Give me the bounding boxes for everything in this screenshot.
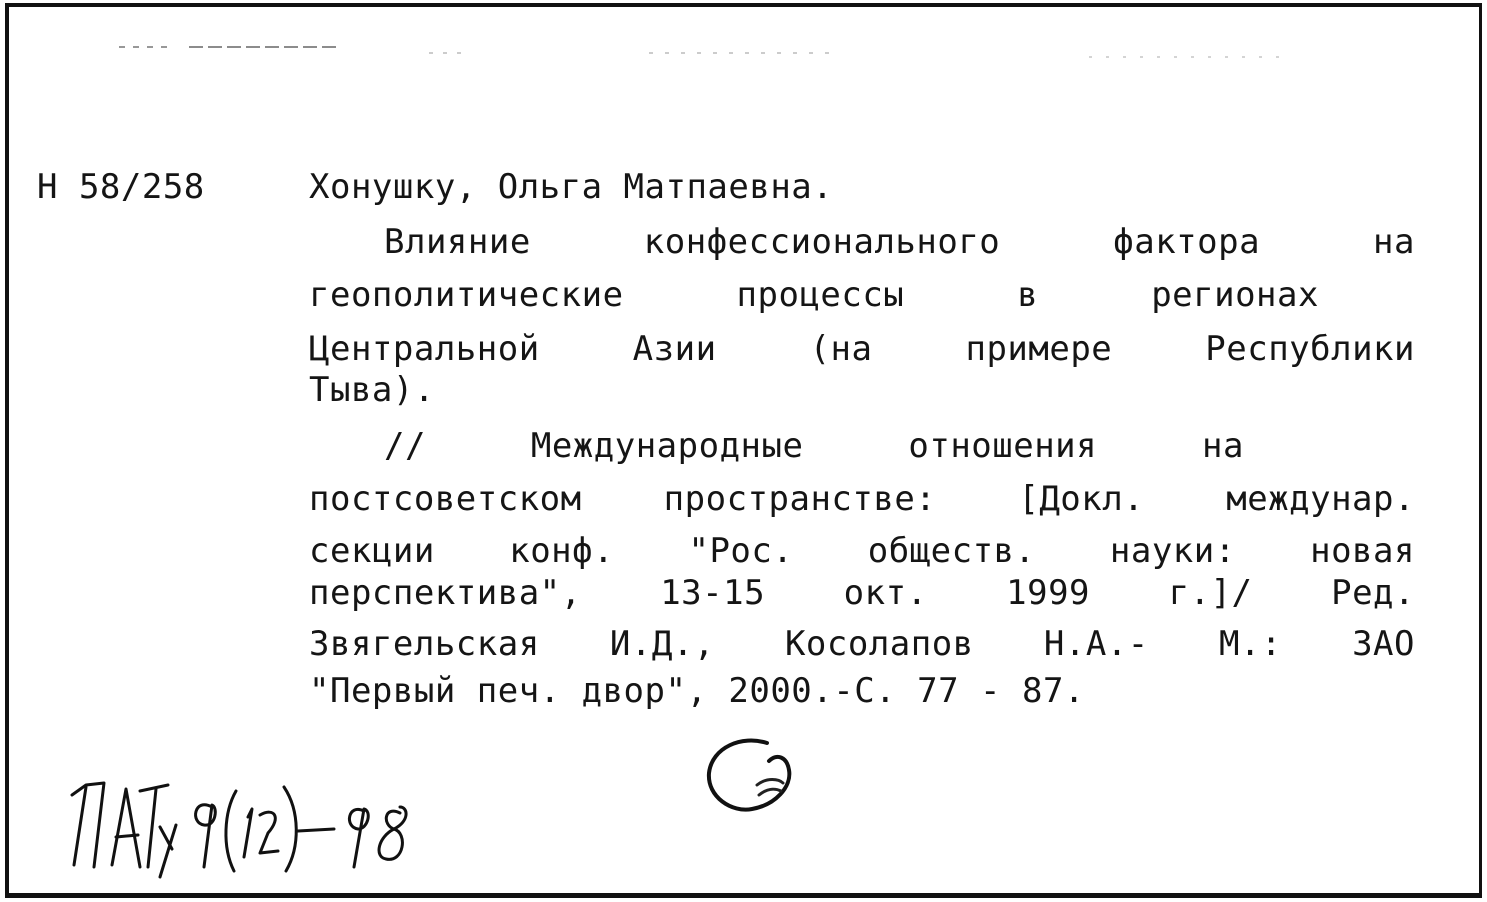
- source-word: [Докл.: [1018, 479, 1145, 519]
- author-line: Хонушку, Ольга Матпаевна.: [309, 167, 834, 207]
- title-word: процессы: [736, 275, 905, 315]
- source-word: науки:: [1109, 531, 1236, 571]
- source-word: перспектива",: [309, 573, 582, 613]
- source-word: И.Д.,: [609, 624, 715, 664]
- source-word: постсоветском: [309, 479, 582, 519]
- title-word: (на: [809, 329, 873, 369]
- source-word: Ред.: [1331, 573, 1415, 613]
- source-word: Н.А.-: [1043, 624, 1149, 664]
- title-word: на: [1373, 222, 1415, 262]
- catalog-card: [5, 3, 1482, 898]
- source-word: г.]/: [1168, 573, 1253, 613]
- source-word: Звягельская: [309, 624, 540, 664]
- source-line: [309, 573, 1415, 613]
- title-word: Азии: [632, 329, 717, 369]
- source-word: "Рос.: [688, 531, 794, 571]
- source-word: обществ.: [867, 531, 1036, 571]
- source-line: "Первый печ. двор", 2000.-С. 77 - 87.: [309, 671, 1085, 711]
- handwritten-note: [64, 767, 504, 887]
- source-word: Косолапов: [784, 624, 974, 664]
- title-word: фактора: [1113, 222, 1261, 262]
- source-word: //: [384, 426, 426, 466]
- source-line: [384, 426, 1244, 466]
- source-line: [309, 624, 1415, 664]
- title-word: регионах: [1151, 275, 1319, 315]
- source-line: [309, 479, 1415, 519]
- title-word: конфессионального: [643, 222, 1001, 262]
- title-line: [309, 275, 1319, 315]
- source-line: [309, 531, 1415, 571]
- title-word: Влияние: [384, 222, 531, 262]
- library-stamp: [697, 725, 807, 825]
- title-word: в: [1017, 275, 1039, 315]
- source-word: на: [1202, 426, 1244, 466]
- shelf-mark: Н 58/258: [37, 167, 205, 207]
- title-word: Центральной: [309, 329, 540, 369]
- source-word: ЗАО: [1352, 624, 1415, 664]
- title-word: Республики: [1205, 329, 1415, 369]
- source-word: отношения: [908, 426, 1098, 466]
- source-word: пространстве:: [663, 479, 937, 519]
- source-word: 1999: [1006, 573, 1091, 613]
- source-word: окт.: [843, 573, 928, 613]
- title-word: примере: [965, 329, 1113, 369]
- source-word: новая: [1310, 531, 1415, 571]
- source-word: Международные: [530, 426, 804, 466]
- title-line: [309, 329, 1415, 369]
- source-word: 13-15: [660, 573, 766, 613]
- source-word: секции: [309, 531, 435, 571]
- title-word: геополитические: [309, 275, 624, 315]
- source-word: междунар.: [1226, 479, 1415, 519]
- source-word: конф.: [509, 531, 615, 571]
- title-line: Тыва).: [309, 370, 435, 410]
- source-word: М.:: [1218, 624, 1282, 664]
- title-line: [384, 222, 1415, 262]
